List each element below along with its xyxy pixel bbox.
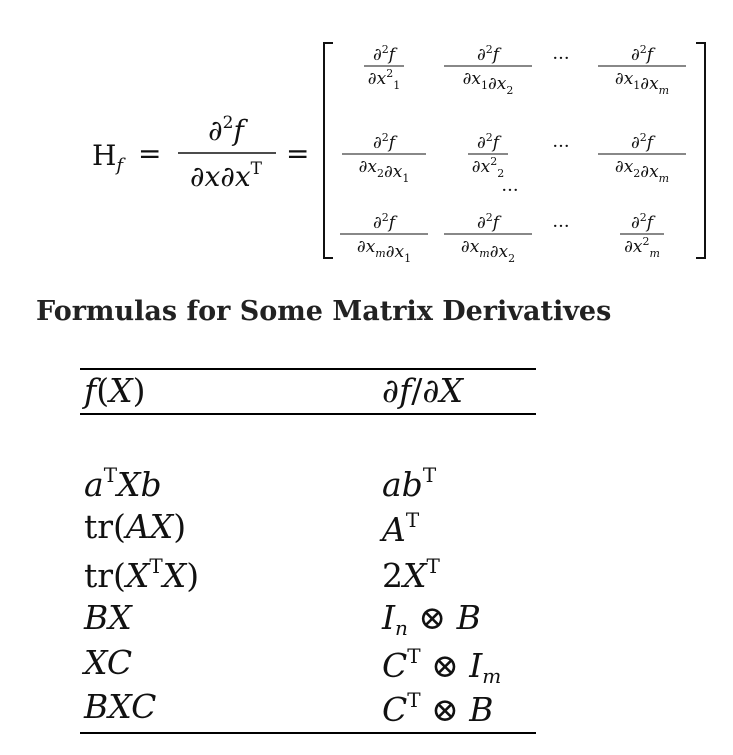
row1-hdots: ··· [552,48,570,69]
main-numerator: ∂$^2$f [208,113,244,147]
h2m-num: ∂$^2$f [630,131,654,153]
row-4-right: $I_n$ ⊗ B [382,598,481,640]
right-bracket [696,43,705,258]
header-df-dX: ∂f/∂X [382,371,463,410]
row3-hdots: ··· [552,216,570,237]
row-3-right: $2X^T$ [382,554,440,595]
middle-dots: ··· [501,180,519,201]
row-5-left: XC [84,643,133,682]
row-3-left: $tr(X^TX)$ [84,554,200,595]
row-2-right: $A^T$ [382,508,420,549]
hm2-num: ∂$^2$f [476,211,500,233]
row-4-left: BX [84,598,132,637]
h11-num: ∂$^2$f [372,43,396,65]
table-header-rule [80,413,536,415]
table-top-rule [80,368,536,370]
row2-hdots: ··· [552,136,570,157]
h2m-den: $\partial x_2\partial x_m$ [614,157,670,185]
row-1-left: $a^TXb$ [84,463,162,504]
table-bottom-rule [80,732,536,734]
section-heading: Formulas for Some Matrix Derivatives [36,296,612,327]
h1m-num: ∂$^2$f [630,43,654,65]
hessian-symbol: $H_f$ [92,139,124,176]
h12-den: $\partial x_1\partial x_2$ [462,69,514,97]
row-6-left: BXC [84,687,157,726]
row-5-right: $C^T$ ⊗ $I_m$ [382,644,502,688]
h21-num: ∂$^2$f [372,131,396,153]
header-fx: f(X) [84,371,146,410]
h1m-den: $\partial x_1\partial x_m$ [614,69,670,97]
hm1-num: ∂$^2$f [372,211,396,233]
row-1-right: $ab^T$ [382,463,437,504]
hm2-den: $\partial x_m\partial x_2$ [460,237,516,265]
hessian-equation [0,0,733,275]
h11-den: $\partial x^2_1$ [367,67,401,92]
main-denominator: $\partial x\partial x^T$ [190,159,262,193]
equals-sign: = [138,137,162,170]
h22-num: ∂$^2$f [476,131,500,153]
row-6-right: $C^T$ ⊗ B [382,688,494,729]
row-2-left: tr(AX) [84,507,187,546]
hmm-num: ∂$^2$f [630,211,654,233]
hmm-den: $\partial x^2_m$ [624,235,660,260]
h12-num: ∂$^2$f [476,43,500,65]
h22-den: $\partial x^2_2$ [471,155,505,180]
hm1-den: $\partial x_m\partial x_1$ [356,237,412,265]
equals-sign-2: = [286,137,310,170]
h21-den: $\partial x_2\partial x_1$ [358,157,410,185]
left-bracket [324,43,333,258]
